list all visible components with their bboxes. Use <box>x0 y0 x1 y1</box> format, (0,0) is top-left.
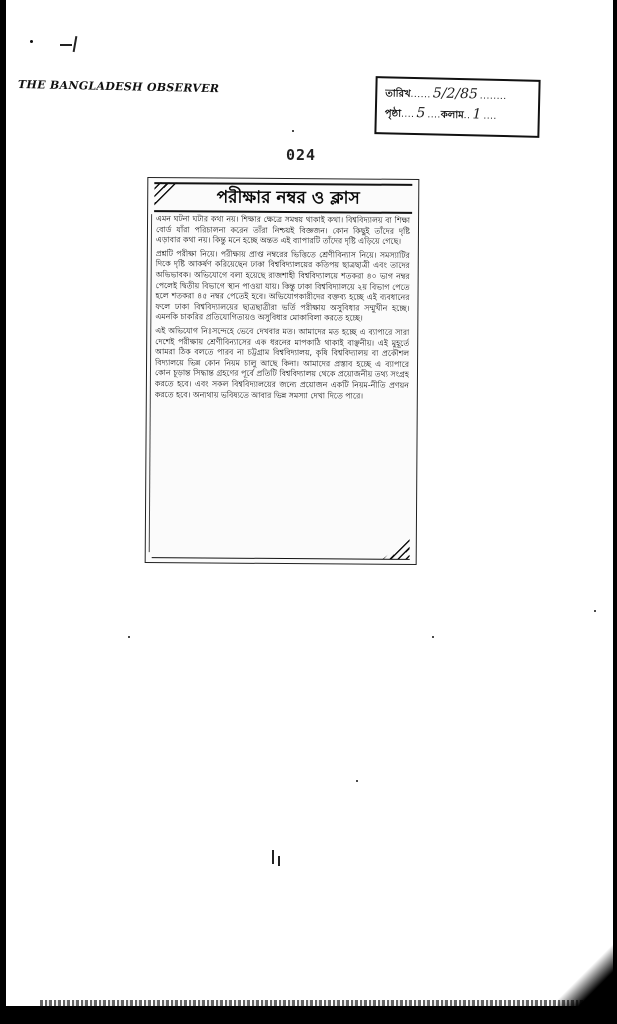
scan-corner-shadow <box>557 944 617 1024</box>
stamp-dots: .. <box>463 111 471 122</box>
stamp-date-value: 5/2/85 <box>432 85 479 103</box>
stamp-date-label: তারিখ <box>385 88 411 100</box>
stamp-column-label: কলাম <box>440 109 464 122</box>
scan-edge-right <box>613 0 617 1024</box>
scan-speck <box>30 40 33 43</box>
article-body <box>154 214 410 554</box>
scan-mark <box>73 36 77 52</box>
stamp-page-row <box>385 104 530 127</box>
scan-mark <box>60 44 72 46</box>
stamp-column-value: 1 <box>472 106 482 123</box>
stamp-dots: .... <box>400 109 415 121</box>
stamp-dots: ...... <box>410 89 431 101</box>
clipping-column-rule <box>149 214 152 552</box>
article-paragraph: এই অভিযোগ নিঃসন্দেহে ভেবে দেখবার মত। আমাদের মত হচ্ছে এ ব্যাপারে সারা দেশেই পরীক্ষায় শ্রেণীবিন্যাসের এক ধরনের মাপকাঠি থাকাই বাঞ্ছনীয়। এই মুহূর্তে আমরা ঠিক বলতে পারব না চট্টগ্রাম বিশ্ববিদ্যালয়, কৃষি বিশ্ববিদ্যালয় বা প্রকৌশল বিদ্যালয়ে ভিন্ন কোন নিয়ম চালু আছে কিনা। আমাদের প্রস্তাব হচ্ছে এ ব্যাপারে কোন চূড়ান্ত সিদ্ধান্ত গ্রহণের পূর্বে প্রতিটি বিশ্ববিদ্যালয় থেকে প্রয়োজনীয় তথ্য সংগ্রহ করতে হবে। এবং সকল বিশ্ববিদ্যালয়ের জন্যে প্রয়োজন একটি নিয়ম-নীতি প্রণয়ন করতে হবে। অন্যথায় ভবিষ্যতে আবার ভিন্ন সমস্যা দেখা দিতে পারে। <box>154 326 410 401</box>
article-heading: পরীক্ষার নম্বর ও ক্লাস <box>216 187 360 209</box>
article-paragraph: এমন ঘটনা ঘটার কথা নয়। শিক্ষার ক্ষেত্রে সমন্বয় থাকাই কথা। বিশ্ববিদ্যালয় বা শিক্ষা বোর্ড যাঁরা পরিচালনা করেন তাঁরা নিশ্চয়ই বিজ্ঞজন। কোন কিছুই তাঁদের দৃষ্টি এড়াবার কথা নয়। কিন্তু মনে হচ্ছে অন্তত এই ব্যাপারটি তাঁদের দৃষ্টি এড়িয়ে গেছে। <box>155 214 411 247</box>
scan-mark <box>272 850 274 864</box>
clipping-bottom-rule <box>152 557 410 560</box>
scan-speck <box>432 636 434 638</box>
scan-edge-bottom <box>0 1006 617 1024</box>
stamp-page-value: 5 <box>416 105 426 122</box>
scan-edge-left <box>0 0 6 1024</box>
scan-speck <box>292 130 294 132</box>
stamp-dots: .... <box>483 111 497 122</box>
article-paragraph: প্রশ্নটি পরীক্ষা নিয়ে। পরীক্ষায় প্রাপ্ত নম্বরের ভিত্তিতে শ্রেণীবিন্যাস নিয়ে। সমস্যাটির দিকে দৃষ্টি আকর্ষণ করিয়েছেন ঢাকা বিশ্ববিদ্যালয়ের কতিপয় ছাত্রছাত্রী এবং তাদের অভিভাবক। অভিযোগে বলা হয়েছে রাজশাহী বিশ্ববিদ্যালয়ে শতকরা ৪০ ভাগ নম্বর পেলেই দ্বিতীয় বিভাগে স্থান পাওয়া যায়। কিন্তু ঢাকা বিশ্ববিদ্যালয়ে ২য় বিভাগ পেতে হলে শতকরা ৪৫ নম্বর পেতেই হবে। অভিযোগকারীদের বক্তব্য হচ্ছে এই ব্যবধানের ফলে ঢাকা বিশ্ববিদ্যালয়ের ছাত্রছাত্রীরা ভর্তি পরীক্ষায় অসুবিধার সম্মুখীন হচ্ছে। এমনকি চাকরির প্রতিযোগিতায়ও অসুবিধার মোকাবিলা করতে হচ্ছে। <box>155 248 410 323</box>
scan-speck <box>128 636 130 638</box>
stamp-dots: ........ <box>479 91 507 103</box>
newspaper-masthead: THE BANGLADESH OBSERVER <box>17 78 220 96</box>
scan-mark <box>278 856 280 866</box>
stamp-page-label: পৃষ্ঠা <box>384 108 402 120</box>
scan-speck <box>594 610 596 612</box>
scan-speck <box>356 780 358 782</box>
stamp-dots: .... <box>427 110 441 121</box>
date-stamp <box>374 76 540 138</box>
newspaper-clipping <box>145 177 420 565</box>
document-number: 024 <box>286 146 317 164</box>
